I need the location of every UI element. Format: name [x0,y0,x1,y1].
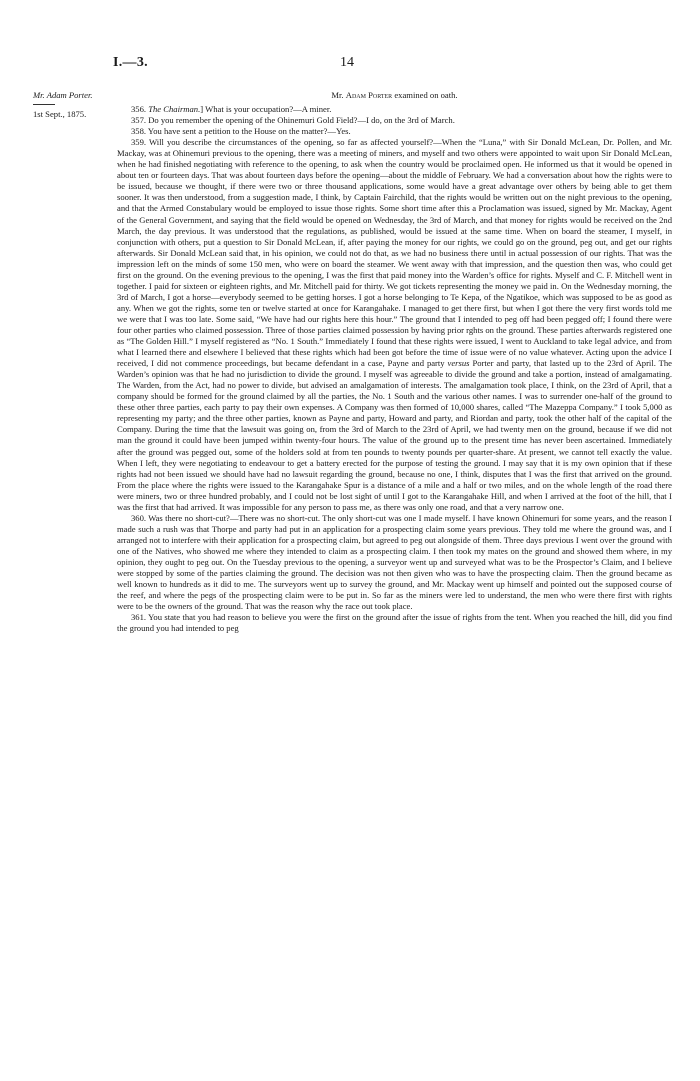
question-359-continued: Porter and party, that lasted up to the 23rd of April. The Warden’s opinion was that he had no jurisdiction to divide the ground. I myself was agreeable to divide the ground and take a portion, instead of amalgamating. The Warden, from the Act, had no power to divide, but advised an amalgamation of interests. The amalgamation took place, I think, on the 23rd of April, that a company should be formed for the ground claimed by all the parties, the No. 1 South and the various other names. I was to surrender one-half of the ground to these other three parties, each party to pay their own expenses. A Company was then formed of 10,000 shares, called “The Mazeppa Company.” I took 5,000 as representing my party; and the three other parties, known as Payne and party, Howard and party, and Riordan and party, took the other half of the capital of the Company. During the time that the lawsuit was going on, from the 3rd of March to the 23rd of April, we had twenty men on the ground, because if we did not man the ground it could have been jumped within twenty-four hours. The value of the ground up to the present time has never been ascertained. Immediately after the ground was pegged out, some of the holders sold at from ten pounds to twenty pounds per quarter-share. At present, we cannot tell exactly the value. When I left, they were negotiating to endeavour to get a battery erected for the purpose of testing the ground. I may say that it is my own opinion that if these rights had not been issued we should have had no lawsuit regarding the ground, because no one, I think, disputes that I was the first that arrived on the ground. From the place where the rights were issued to the Karangahake Spur is a distance of a mile and a half or two miles, and on the whole length of the road there were miners, two or three hundred probably, and I could not be lost sight of until I got to the Karangahake Hill, and when I arrived at the foot of the hill, that I was the first that had arrived. It was impossible for any person to pass me, as there was only one road, and that a very narrow one. [117,358,672,512]
page-header [0,55,700,77]
question-356-number: 356. [131,104,147,115]
question-360: 360. Was there no short-cut?—There was no short-cut. The only short-cut was one I made myself. I have known Ohinemuri for some years, and the reason I made such a rush was that Thorpe and party had put in an application for a prospecting claim some years previous. They told me where the ground was, and I arranged not to interfere with their application for a prospecting claim, but agreed to peg out alongside of them. Three days previous I went over the ground with one of the Natives, who showed me where they intended to claim as a prospecting claim. I then took my mates on the ground and showed them where, in my opinion, they ought to peg out. On the Tuesday previous to the opening, a surveyor went up and surveyed what was to be the Prospector’s Claim, and I believe were stopped by some of the parties claiming the ground. The decision was not then given who was to have the prospecting claim. Then the ground became as well known to hundreds as it did to me. The surveyors went up to survey the ground, and Mr. Mackay went up himself and pointed out the supposed course of the reef, and where the pegs of the prospecting claim were to be put in. So far as the miners were led to understand, the men who were there first with rights were to be the owners of the ground. That was the reason why the race out took place. [117,512,672,612]
section-heading [117,90,672,101]
question-357: 357. Do you remember the opening of the Ohinemuri Gold Field?—I do, on the 3rd of March. [131,115,455,126]
heading-witness-name: Adam Porter [345,90,393,100]
margin-notes [33,90,113,120]
question-356-text: ] What is your occupation?—A miner. [200,104,332,115]
question-359-versus: versus [447,358,470,369]
heading-prefix: Mr. [331,90,344,100]
paper-reference: I.—3. [113,55,148,70]
heading-suffix: examined on oath. [394,90,458,100]
question-356-speaker: The Chairman. [148,104,201,115]
margin-date: 1st Sept., 1875. [33,109,87,119]
page-number: 14 [340,55,354,70]
question-358: 358. You have sent a petition to the House on the matter?—Yes. [131,126,351,137]
question-361: 361. You state that you had reason to believe you were the first on the ground after the issue of rights from the tent. When you reached the hill, did you find the ground you had intended to peg [117,612,672,634]
question-359 [117,137,672,513]
question-359-text: 359. Will you describe the circumstances of the opening, so far as affected yourself?—When the “Luna,” with Sir Donald McLean, Dr. Pollen, and Mr. Mackay, was at Ohinemuri previous to the opening, there was a meeting of miners, and myself and two others were appointed to wait upon Sir Donald McLean, when he had finished negotiating with reference to the opening, to ask when the country would be proclaimed open. He informed us that it would be opened in about ten or fourteen days. That was about fourteen days before the opening—about the middle of February. We had a conversation about how the rights were to be issued, because we thought, if there were two or three thousand applications, some would have a great advantage over others by being able to get them sooner. It was then understood, from a suggestion made, I think, by Captain Fairchild, that the rights would be written out on the night previous to the opening, and that the Armed Constabulary would be employed to issue those rights. Some short time after this a Proclamation was issued, signed by Mr. Mackay, Agent of the General Government, and saying that the field would be opened on Wednesday, the 3rd of March, and that money for rights would be received on the 2nd March, the day previous. It was understood that the regulations, as published, would be issued at the same time. When on board the steamer, I myself, in conjunction with others, put a question to Sir Donald McLean, if, after paying the money for our rights, we could go on the ground, peg out, and get our rights afterwards. Sir Donald McLean said that, in his opinion, we could not do that, as we had no business there until in actual possession of our rights. That was the impression left on the minds of some 150 men, who were on board the steamer. We went away with that impression, and the question then was, who could get first on the ground. On the evening previous to the opening, I was the first that paid money into the Warden’s office for rights. Myself and C. F. Mitchell went in together. I paid for sixteen or eighteen rights, and Mr. Mitchell paid for thirty. We got tickets representing the money we paid in. On the Wednesday morning, the 3rd of March, I got a horse—everybody seemed to be getting horses. I got a horse belonging to Te Kepa, of the Ngatikoe, which was supposed to be as good as any. When we got the rights, some ten or twelve started at once for Karangahake. I managed to get there first, but when I got there the very first words told me we were that I was too late. Some said, “We have had our rights here this hour.” The ground that I intended to peg off had been pegged off; I found there were four other parties who claimed possession. Three of those parties claimed possession by having prior rghts on the ground. These parties afterwards registered one as “The Golden Hill.” I myself registered as “No. 1 South.” Immediately I found that these rights were issued, I went to Auckland to take legal advice, and from what I learned there and elsewhere I believed that these rights which had been got before the time of issue were of no value whatever. Acting upon the advice I received, I did not commence proceedings, but became defendant in a case, Payne and party [117,137,672,369]
question-356 [117,104,672,115]
margin-witness-name: Mr. Adam Porter. [33,90,93,100]
testimony-body [117,90,672,634]
margin-divider [33,104,55,105]
